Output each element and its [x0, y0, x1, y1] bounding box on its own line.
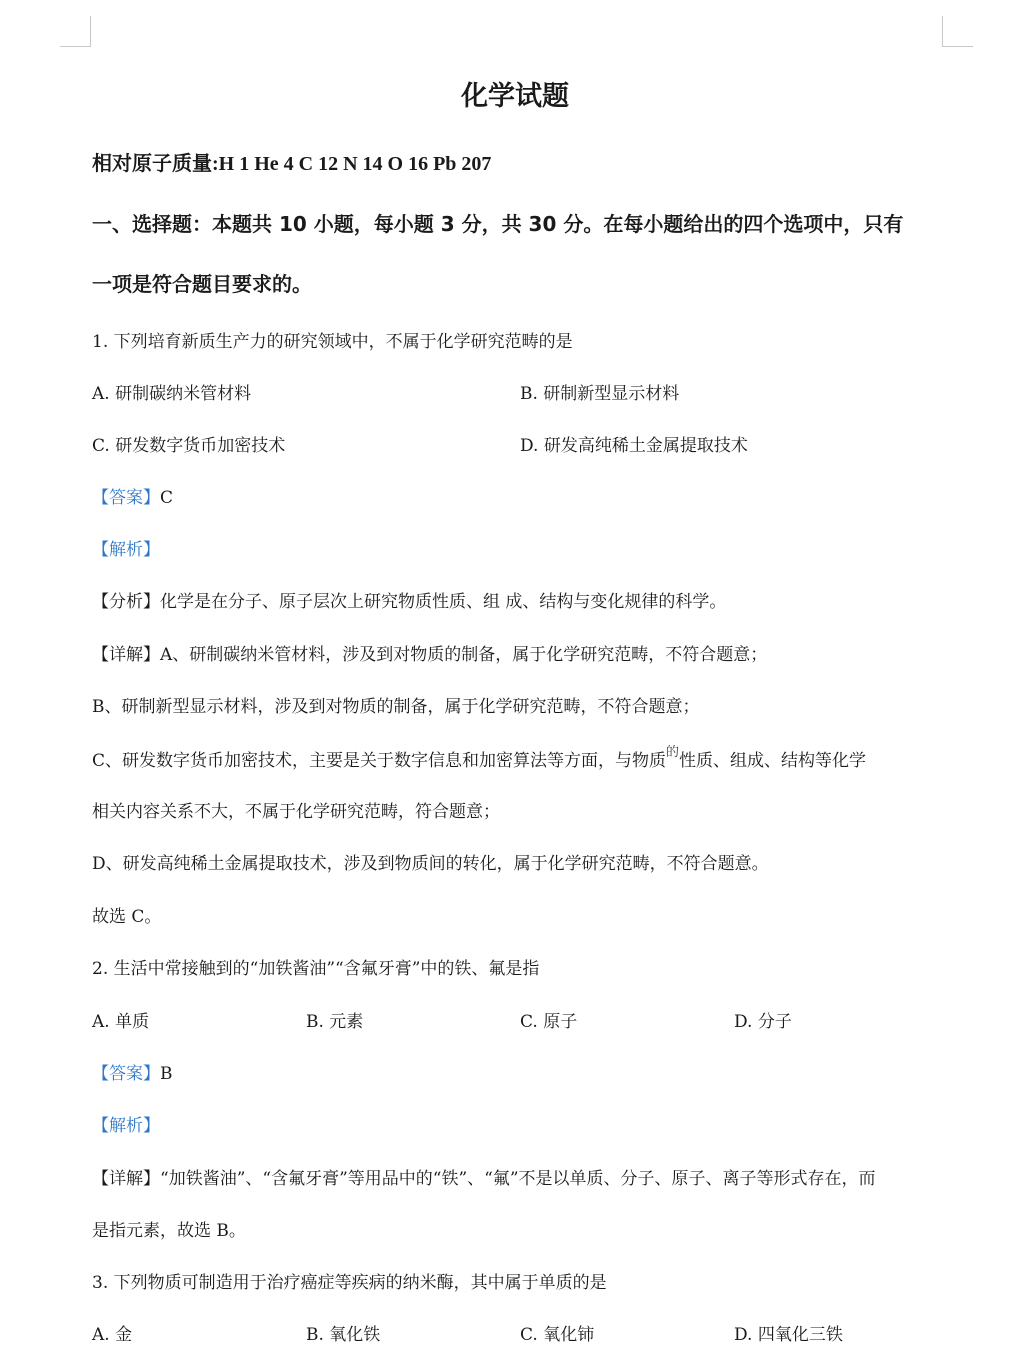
q2-detail-line2: 是指元素，故选 B。	[92, 1221, 246, 1241]
q2-answer-label: 【答案】	[92, 1064, 160, 1084]
q1-detail-c-text: C、研发数字货币加密技术，主要是关于数字信息和加密算法等方面，与物质	[92, 751, 667, 771]
q2-detail-line1: 【详解】“加铁酱油”、“含氟牙膏”等用品中的“铁”、“氟”不是以单质、分子、原子、离子等形式存在，而	[92, 1169, 876, 1189]
q1-detail-c-sup: 的	[666, 745, 680, 760]
q1-detail-b: B、研制新型显示材料，涉及到对物质的制备，属于化学研究范畴，不符合题意；	[92, 697, 700, 717]
q1-detail-c-end: 性质、组成、结构等化学	[679, 751, 867, 771]
section-heading-line2: 一项是符合题目要求的。	[92, 272, 312, 296]
q1-option-b: B. 研制新型显示材料	[520, 384, 680, 404]
q2-stem: 2. 生活中常接触到的“加铁酱油”“含氟牙膏”中的铁、氟是指	[92, 959, 540, 979]
q3-option-a: A. 金	[92, 1325, 133, 1345]
q2-option-a: A. 单质	[92, 1012, 150, 1032]
q1-stem: 1. 下列培育新质生产力的研究领域中，不属于化学研究范畴的是	[92, 332, 573, 352]
section-heading-line1: 一、选择题：本题共 10 小题，每小题 3 分，共 30 分。在每小题给出的四个选项中，只有	[92, 212, 904, 236]
q1-conclusion: 故选 C。	[92, 907, 162, 927]
q1-detail-d: D、研发高纯稀土金属提取技术，涉及到物质间的转化，属于化学研究范畴，不符合题意。	[92, 854, 769, 874]
page-corner-mark-left	[60, 16, 91, 47]
q1-option-a: A. 研制碳纳米管材料	[92, 384, 252, 404]
q1-analysis-label: 【解析】	[92, 540, 160, 560]
q2-option-b: B. 元素	[306, 1012, 364, 1032]
page-title: 化学试题	[461, 81, 569, 112]
q2-analysis-label: 【解析】	[92, 1116, 160, 1136]
q3-option-b: B. 氧化铁	[306, 1325, 381, 1345]
q1-detail-a: 【详解】A、研制碳纳米管材料，涉及到对物质的制备，属于化学研究范畴，不符合题意；	[92, 645, 768, 665]
q1-detail-c-line1	[92, 745, 867, 775]
q1-option-d: D. 研发高纯稀土金属提取技术	[520, 436, 748, 456]
q3-option-d: D. 四氧化三铁	[734, 1325, 843, 1345]
q2-answer	[92, 1062, 173, 1086]
q2-option-d: D. 分子	[734, 1012, 792, 1032]
page-corner-mark-right	[942, 16, 973, 47]
q1-answer-label: 【答案】	[92, 488, 160, 508]
q1-answer-value: C	[160, 488, 174, 508]
q1-option-c: C. 研发数字货币加密技术	[92, 436, 286, 456]
atomic-mass-line: 相对原子质量:H 1 He 4 C 12 N 14 O 16 Pb 207	[92, 153, 492, 175]
q3-stem: 3. 下列物质可制造用于治疗癌症等疾病的纳米酶，其中属于单质的是	[92, 1273, 607, 1293]
q3-option-c: C. 氧化铈	[520, 1325, 595, 1345]
q2-option-c: C. 原子	[520, 1012, 578, 1032]
q1-answer	[92, 486, 173, 510]
q1-detail-c-line2: 相关内容关系不大，不属于化学研究范畴，符合题意；	[92, 802, 500, 822]
q2-answer-value: B	[160, 1064, 173, 1084]
q1-fenxi: 【分析】化学是在分子、原子层次上研究物质性质、组 成、结构与变化规律的科学。	[92, 592, 727, 612]
